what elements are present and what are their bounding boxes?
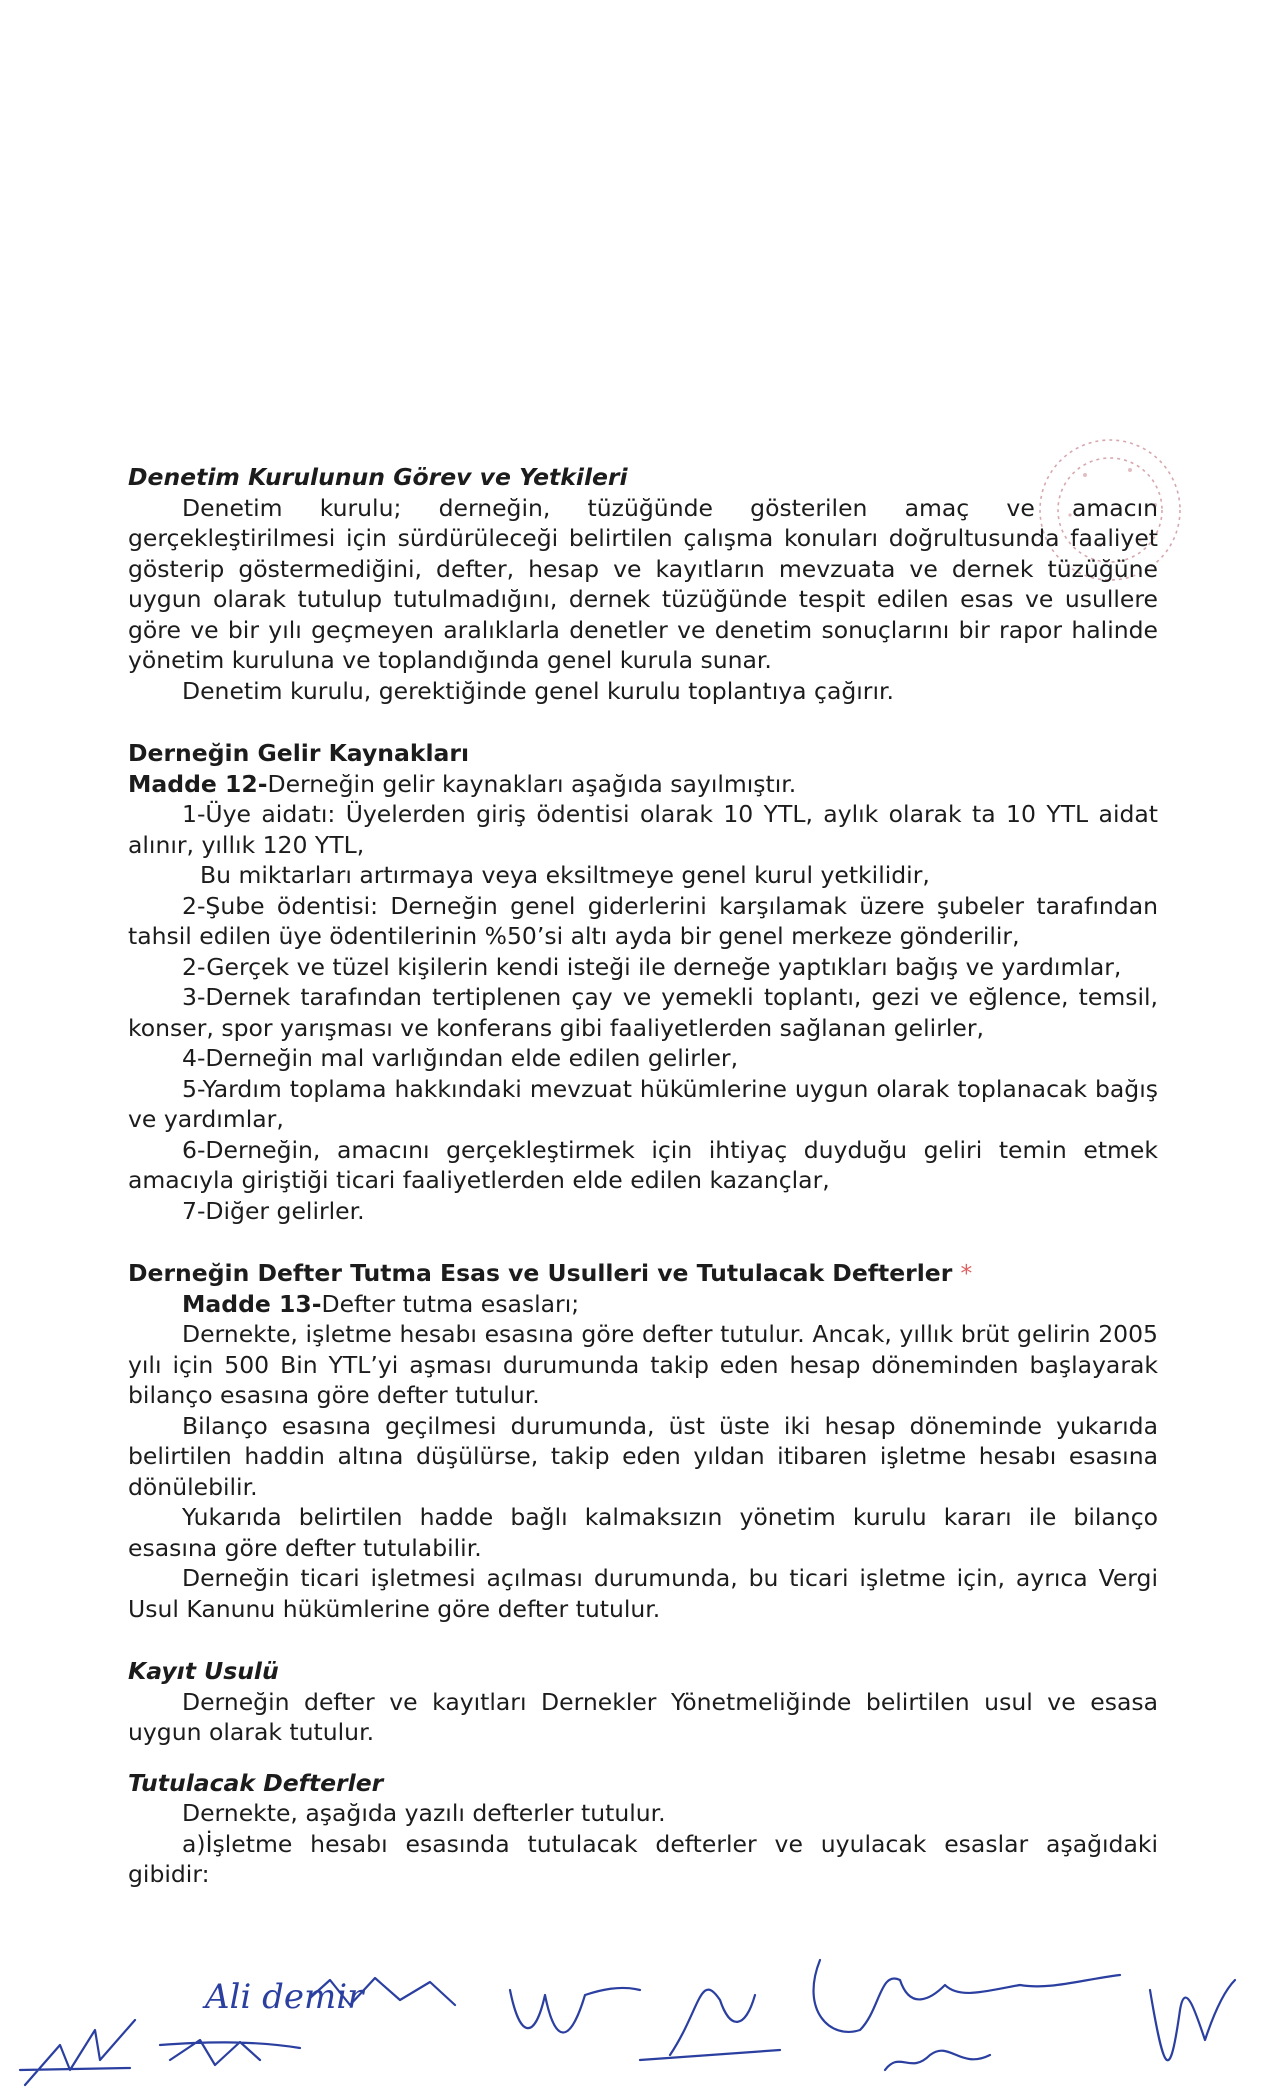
madde-12-text: Derneğin gelir kaynakları aşağıda sayılmıştır. bbox=[267, 769, 797, 798]
signatures-area bbox=[0, 1950, 1275, 2100]
section-title-defter bbox=[128, 1258, 1158, 1289]
defter-paragraph: Yukarıda belirtilen hadde bağlı kalmaksızın yönetim kurulu kararı ile bilanço esasına göre defter tutulabilir. bbox=[128, 1503, 1158, 1562]
gelir-item: Bu miktarları artırmaya veya eksiltmeye genel kurul yetkilidir, bbox=[200, 861, 930, 889]
defter-paragraph: Derneğin ticari işletmesi açılması durumunda, bu ticari işletme için, ayrıca Vergi Usul Kanunu hükümlerine göre defter tutulur. bbox=[128, 1564, 1158, 1623]
defter-madde bbox=[128, 1289, 1158, 1320]
document-body bbox=[128, 462, 1158, 1890]
tutulacak-paragraph-1: Dernekte, aşağıda yazılı defterler tutulur. bbox=[182, 1799, 666, 1827]
gelir-item: 4-Derneğin mal varlığından elde edilen gelirler, bbox=[182, 1044, 739, 1072]
gelir-madde bbox=[128, 769, 1158, 800]
defter-title-mark: * bbox=[960, 1259, 973, 1287]
signature-6 bbox=[814, 1960, 1120, 2032]
defter-title-text: Derneğin Defter Tutma Esas ve Usulleri ve Tutulacak Defterler bbox=[128, 1259, 953, 1287]
gelir-item: 1-Üye aidatı: Üyelerden giriş ödentisi olarak 10 YTL, aylık olarak ta 10 YTL aidat alınır, yıllık 120 YTL, bbox=[128, 800, 1158, 859]
defter-paragraph: Bilanço esasına geçilmesi durumunda, üst üste iki hesap döneminde yukarıda belirtilen haddin altına düşülürse, takip eden yıldan itibaren işletme hesabı esasına dönülebilir. bbox=[128, 1411, 1158, 1501]
section-title-gelir: Derneğin Gelir Kaynakları bbox=[128, 739, 470, 767]
madde-13-label: Madde 13- bbox=[182, 1289, 322, 1318]
madde-12-label: Madde 12- bbox=[128, 769, 268, 798]
signature-3 bbox=[160, 2040, 300, 2065]
denetim-paragraph-1: Denetim kurulu; derneğin, tüzüğünde gösterilen amaç ve amacın gerçekleştirilmesi için sürdürüleceği belirtilen çalışma konuları doğrultusunda faaliyet gösterip göstermediğini, defter, hesap ve kayıtların mevzuata ve dernek tüzüğüne uygun olarak tutulup tutulmadığını, dernek tüzüğünde tespit edilen esas ve usullere göre ve bir yılı geçmeyen aralıklarla denetler ve denetim sonuçlarını bir rapor halinde yönetim kuruluna ve toplandığında genel kurula sunar. bbox=[128, 493, 1158, 674]
signature-4 bbox=[510, 1988, 640, 2033]
madde-13-text: Defter tutma esasları; bbox=[321, 1289, 580, 1318]
signature-2-text: Ali demir bbox=[205, 1977, 364, 2017]
gelir-item: 3-Dernek tarafından tertiplenen çay ve yemekli toplantı, gezi ve eğlence, temsil, konser, spor yarışması ve konferans gibi faaliyetlerden sağlanan gelirler, bbox=[128, 983, 1158, 1042]
gelir-item: 7-Diğer gelirler. bbox=[182, 1196, 365, 1225]
denetim-paragraph-2: Denetim kurulu, gerektiğinde genel kurulu toplantıya çağırır. bbox=[182, 676, 894, 705]
section-title-kayit: Kayıt Usulü bbox=[128, 1657, 279, 1685]
signature-1 bbox=[20, 2020, 135, 2085]
tutulacak-paragraph-2: a)İşletme hesabı esasında tutulacak defterler ve uyulacak esaslar aşağıdaki gibidir: bbox=[128, 1829, 1158, 1888]
kayit-paragraph: Derneğin defter ve kayıtları Dernekler Yönetmeliğinde belirtilen usul ve esasa uygun olarak tutulur. bbox=[128, 1687, 1158, 1746]
gelir-item: 6-Derneğin, amacını gerçekleştirmek için ihtiyaç duyduğu geliri temin etmek amacıyla giriştiği ticari faaliyetlerden elde edilen kazançlar, bbox=[128, 1135, 1158, 1194]
signature-8 bbox=[1150, 1980, 1235, 2060]
signature-7 bbox=[885, 2051, 990, 2070]
gelir-item: 2-Şube ödentisi: Derneğin genel giderlerini karşılamak üzere şubeler tarafından tahsil edilen üye ödentilerinin %50’si altı ayda bir genel merkeze gönderilir, bbox=[128, 891, 1158, 950]
section-title-denetim: Denetim Kurulunun Görev ve Yetkileri bbox=[128, 463, 628, 491]
signature-5 bbox=[640, 1990, 780, 2060]
defter-paragraph: Dernekte, işletme hesabı esasına göre defter tutulur. Ancak, yıllık brüt gelirin 2005 yılı için 500 Bin YTL’yi aşması durumunda takip eden hesap döneminden başlayarak bilanço esasına göre defter tutulur. bbox=[128, 1320, 1158, 1409]
gelir-item: 2-Gerçek ve tüzel kişilerin kendi isteği ile derneğe yaptıkları bağış ve yardımlar, bbox=[182, 952, 1122, 981]
gelir-item: 5-Yardım toplama hakkındaki mevzuat hükümlerine uygun olarak toplanacak bağış ve yardımlar, bbox=[128, 1074, 1158, 1133]
section-title-tutulacak: Tutulacak Defterler bbox=[128, 1768, 384, 1797]
